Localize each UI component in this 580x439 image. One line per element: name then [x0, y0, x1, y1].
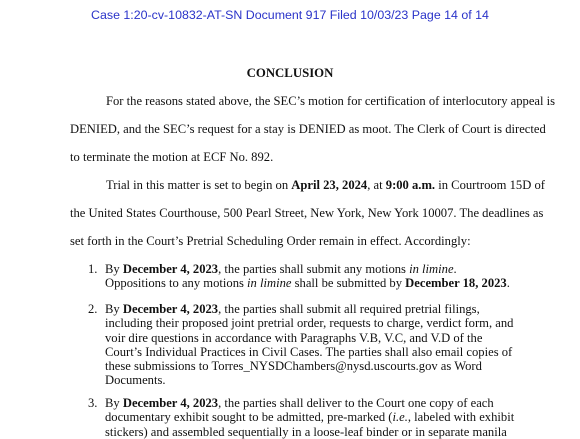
- trial-time: 9:00 a.m.: [385, 178, 436, 192]
- paragraph-2-line-2: the United States Courthouse, 500 Pearl Street, New York, New York 10007. The deadlines as: [70, 206, 544, 220]
- list-item-number: 2.: [88, 302, 98, 316]
- section-title: CONCLUSION: [246, 66, 334, 80]
- list-item-number: 3.: [88, 396, 98, 410]
- list-item-number: 1.: [88, 262, 98, 276]
- paragraph-1-line-3: to terminate the motion at ECF No. 892.: [70, 150, 274, 164]
- trial-date: April 23, 2024: [291, 178, 368, 192]
- paragraph-2-line-3: set forth in the Court’s Pretrial Scheduling Order remain in effect. Accordingly:: [70, 234, 471, 248]
- paragraph-2-line-1: Trial in this matter is set to begin on April 23, 2024, at 9:00 a.m. in Courtroom 15D of: [106, 178, 545, 192]
- paragraph-1-line-2: DENIED, and the SEC’s request for a stay is DENIED as moot. The Clerk of Court is directed: [70, 122, 546, 136]
- paragraph-1-line-1: For the reasons stated above, the SEC’s motion for certification of interlocutory appeal is: [106, 94, 556, 108]
- case-header: Case 1:20-cv-10832-AT-SN Document 917 Filed 10/03/23 Page 14 of 14: [91, 8, 489, 22]
